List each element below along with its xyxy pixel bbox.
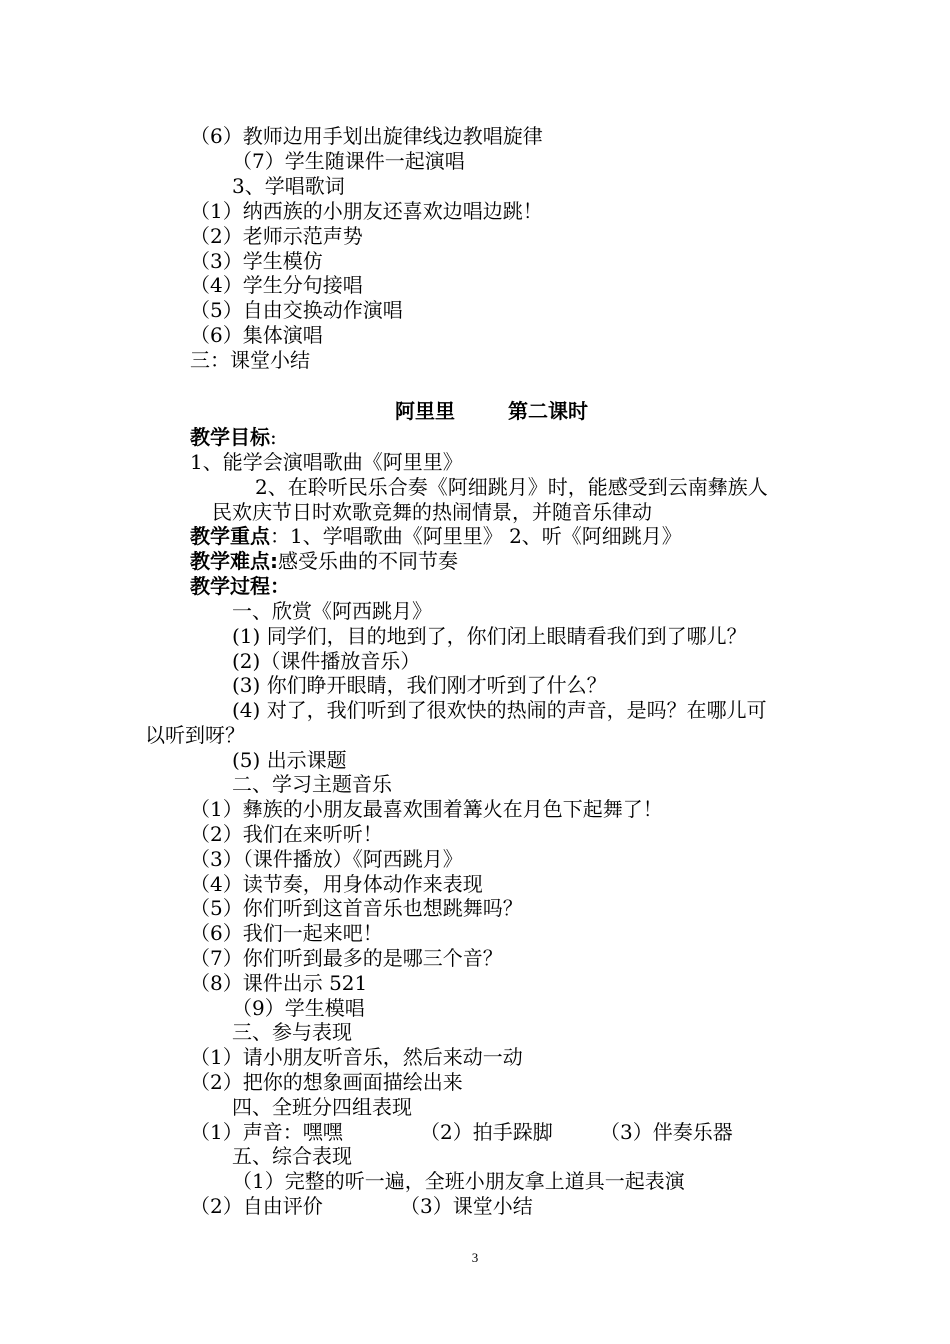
lesson-period: 第二课时 bbox=[508, 399, 588, 423]
step-line: (4) 对了，我们听到了很欢快的热闹的声音，是吗？在哪儿可 bbox=[232, 698, 767, 722]
step-line: (3) 你们睁开眼睛，我们刚才听到了什么？ bbox=[232, 673, 607, 697]
lesson-title: 阿里里 bbox=[395, 399, 455, 423]
step-line: （3）课堂小结 bbox=[400, 1194, 533, 1218]
step-line: （1）彝族的小朋友最喜欢围着篝火在月色下起舞了！ bbox=[190, 797, 663, 821]
section-heading: 四、全班分四组表现 bbox=[232, 1095, 412, 1119]
step-line: （6）我们一起来吧！ bbox=[190, 921, 383, 945]
section-heading: 二、学习主题音乐 bbox=[232, 772, 392, 796]
step-line: （9）学生模唱 bbox=[232, 996, 365, 1020]
step-line: (5) 出示课题 bbox=[232, 748, 347, 772]
step-line: （8）课件出示 521 bbox=[190, 971, 368, 995]
diff-text: 感受乐曲的不同节奏 bbox=[278, 549, 458, 573]
difficulties bbox=[190, 549, 458, 573]
step-line: （1）纳西族的小朋友还喜欢边唱边跳！ bbox=[190, 199, 543, 223]
step-line: （4）读节奏，用身体动作来表现 bbox=[190, 872, 483, 896]
goal-item: 1、能学会演唱歌曲《阿里里》 bbox=[190, 450, 463, 474]
section-heading: 三、参与表现 bbox=[232, 1020, 352, 1044]
key-text: ：1、学唱歌曲《阿里里》 2、听《阿细跳月》 bbox=[270, 524, 682, 548]
step-line: （7）你们听到最多的是哪三个音？ bbox=[190, 946, 503, 970]
step-line: （1）完整的听一遍，全班小朋友拿上道具一起表演 bbox=[232, 1169, 685, 1193]
key-label: 教学重点 bbox=[190, 524, 270, 548]
section-heading: 3、学唱歌词 bbox=[232, 174, 345, 198]
goal-colon: : bbox=[270, 425, 277, 449]
step-line: （1）声音：嘿嘿 bbox=[190, 1120, 343, 1144]
section-heading: 五、综合表现 bbox=[232, 1144, 352, 1168]
process-heading: 教学过程： bbox=[190, 574, 290, 598]
step-line: （6）教师边用手划出旋律线边教唱旋律 bbox=[190, 124, 543, 148]
step-line: （2）我们在来听听！ bbox=[190, 822, 383, 846]
step-line: （4）学生分句接唱 bbox=[190, 273, 363, 297]
goal-heading bbox=[190, 425, 277, 449]
step-line: （3）学生模仿 bbox=[190, 249, 323, 273]
section-heading: 一、欣赏《阿西跳月》 bbox=[232, 599, 432, 623]
step-line: （5）自由交换动作演唱 bbox=[190, 298, 403, 322]
step-line: （6）集体演唱 bbox=[190, 323, 323, 347]
goal-label: 教学目标 bbox=[190, 425, 270, 449]
step-line-continued: 以听到呀？ bbox=[145, 723, 245, 747]
step-line: （2）把你的想象画面描绘出来 bbox=[190, 1070, 463, 1094]
key-points bbox=[190, 524, 682, 548]
step-line: （1）请小朋友听音乐，然后来动一动 bbox=[190, 1045, 523, 1069]
step-line: （2）自由评价 bbox=[190, 1194, 323, 1218]
goal-item-continued: 民欢庆节日时欢歌竞舞的热闹情景，并随音乐律动 bbox=[212, 500, 652, 524]
goal-item: 2、在聆听民乐合奏《阿细跳月》时，能感受到云南彝族人 bbox=[255, 475, 768, 499]
step-line: （2）拍手跺脚 bbox=[420, 1120, 553, 1144]
page-number: 3 bbox=[471, 1250, 479, 1265]
section-heading: 三：课堂小结 bbox=[190, 348, 310, 372]
step-line: (1) 同学们，目的地到了，你们闭上眼睛看我们到了哪儿？ bbox=[232, 624, 747, 648]
step-line: （3）（课件播放）《阿西跳月》 bbox=[190, 847, 463, 871]
step-line: （3）伴奏乐器 bbox=[600, 1120, 733, 1144]
step-line: (2)（课件播放音乐） bbox=[232, 649, 421, 673]
step-line: （5）你们听到这首音乐也想跳舞吗？ bbox=[190, 896, 523, 920]
step-line: （7）学生随课件一起演唱 bbox=[232, 149, 465, 173]
diff-label: 教学难点: bbox=[190, 549, 278, 573]
step-line: （2）老师示范声势 bbox=[190, 224, 363, 248]
